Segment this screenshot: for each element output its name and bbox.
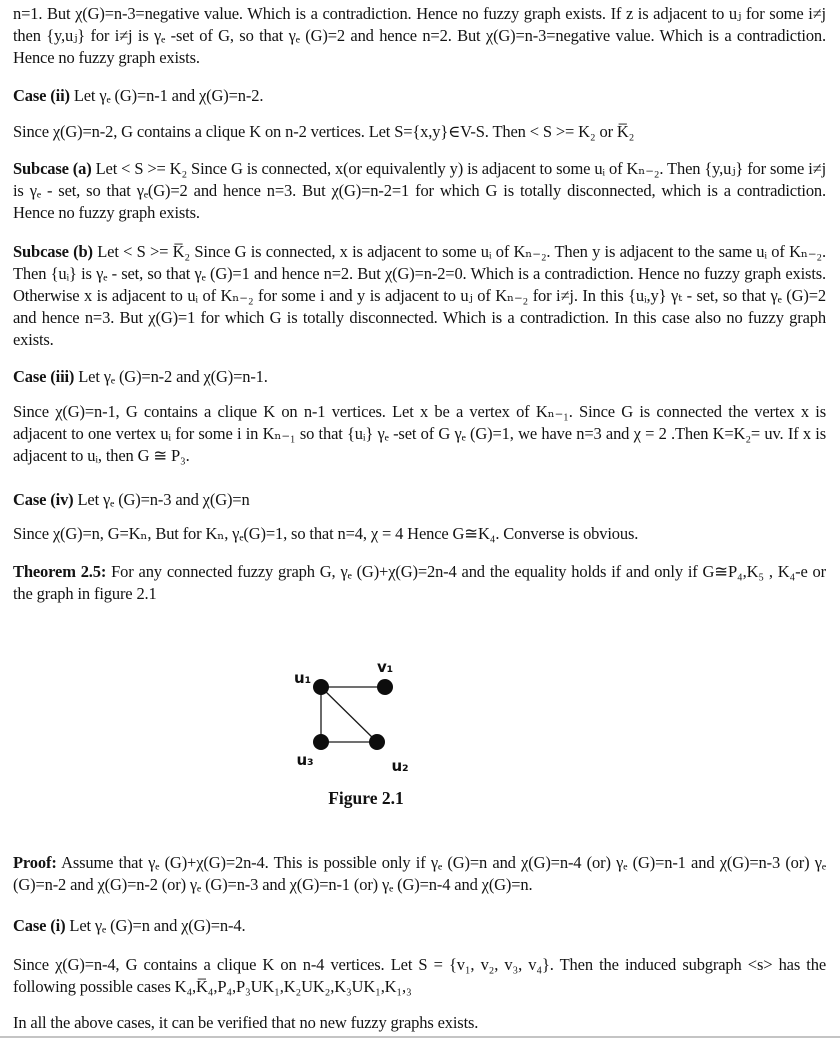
paragraph-case-continuation: n=1. But χ(G)=n-3=negative value. Which is a contradiction. Hence no fuzzy graph exists. If z is adjacent to uⱼ for some i≠j then {y,uⱼ} for i≠j is γₑ -set of G, so that γₑ (G)=2 and hence n=2. But χ(G)=n-3=negative value. Which is a contradiction. Hence no fuzzy graph exists. (13, 4, 826, 67)
vertex-u3-label: u₃ (296, 751, 314, 769)
case-iii-heading (13, 366, 826, 388)
proof-paragraph (13, 852, 826, 896)
case-iii-label: Case (iii) (13, 367, 75, 386)
case-ii-text: Let γₑ (G)=n-1 and χ(G)=n-2. (69, 86, 264, 105)
proof-label: Proof: (13, 853, 57, 872)
edge-u1-u2 (321, 687, 377, 742)
case-ii-label: Case (ii) (13, 86, 70, 105)
vertex-u2-label: u₂ (391, 757, 409, 775)
subcase-a-label: Subcase (a) (13, 159, 92, 178)
fuzzy-graph-diagram (273, 655, 459, 775)
proof-text: Assume that γₑ (G)+χ(G)=2n-4. This is possible only if γₑ (G)=n and χ(G)=n-4 (or) γₑ (G)=n-1 and χ(G)=n-3 (or) γₑ (G)=n-2 and χ(G)=n-2 (or) γₑ (G)=n-3 and χ(G)=n-1 (or) γₑ (G)=n-4 and χ(G)=n. (13, 853, 826, 894)
case-i-text: Let γₑ (G)=n and χ(G)=n-4. (65, 916, 246, 935)
paragraph-clique-n1: Since χ(G)=n-1, G contains a clique K on n-1 vertices. Let x be a vertex of Kₙ₋₁. Since G is connected the vertex x is adjacent to one vertex uᵢ for some i in Kₙ₋₁ so that {uᵢ} γₑ -set of G γₑ (G)=1, we have n=3 and χ = 2 .Then K=K₂= uv. If x is adjacent to uᵢ, then G ≅ P₃. (13, 402, 826, 465)
page-bottom-divider (0, 1036, 840, 1038)
case-iv-label: Case (iv) (13, 490, 74, 509)
case-iii-text: Let γₑ (G)=n-2 and χ(G)=n-1. (74, 367, 268, 386)
paragraph-case-iv-body: Since χ(G)=n, G=Kₙ, But for Kₙ, γₑ(G)=1, so that n=4, χ = 4 Hence G≅K₄. Converse is obvious. (13, 524, 639, 543)
paragraph-conclusion: In all the above cases, it can be verified that no new fuzzy graphs exists. (13, 1013, 479, 1032)
vertex-u1-node (313, 679, 329, 695)
subcase-a-paragraph (13, 158, 826, 224)
case-i-label: Case (i) (13, 916, 66, 935)
paragraph-clique-n2: Since χ(G)=n-2, G contains a clique K on n-2 vertices. Let S={x,y}∈V-S. Then < S >= K₂ or K̅₂ (13, 122, 635, 141)
vertex-u1-label: u₁ (294, 669, 311, 687)
case-iv-heading (13, 489, 826, 511)
figure-2-1 (273, 655, 459, 809)
figure-2-1-caption: Figure 2.1 (328, 788, 404, 808)
paragraph-clique-n4: Since χ(G)=n-4, G contains a clique K on n-4 vertices. Let S = {v₁, v₂, v₃, v₄}. Then the induced subgraph <s> has the following possible cases K₄,K̅₄,P₄,P₃UK₁,K₂UK₂,K₃UK₁,K₁,₃ (13, 955, 826, 996)
case-i-heading (13, 915, 826, 937)
theorem-2-5-text: For any connected fuzzy graph G, γₑ (G)+χ(G)=2n-4 and the equality holds if and only if G≅P₄,K₅ , K₄-e or the graph in figure 2.1 (13, 562, 826, 603)
subcase-b-text: Let < S >= K̅₂ Since G is connected, x is adjacent to some uᵢ of Kₙ₋₂. Then y is adjacent to the same uᵢ of Kₙ₋₂. Then {uᵢ} is γₑ - set, so that γₑ (G)=1 and hence n=2. But χ(G)=n-2=0. Which is a contradiction. Hence no fuzzy graph exists. Otherwise x is adjacent to uᵢ of Kₙ₋₂ for some i and y is adjacent to uⱼ of Kₙ₋₂ for i≠j. In this {uᵢ,y} γₜ - set, so that γₑ (G)=2 and hence n=3. But χ(G)=1 for which G is totally disconnected. Which is a contradiction. In this case also no fuzzy graph exists. (13, 242, 826, 349)
vertex-v1-node (377, 679, 393, 695)
vertex-u3-node (313, 734, 329, 750)
subcase-b-label: Subcase (b) (13, 242, 93, 261)
theorem-2-5-label: Theorem 2.5: (13, 562, 107, 581)
vertex-u2-node (369, 734, 385, 750)
subcase-b-paragraph (13, 241, 826, 351)
theorem-2-5-paragraph (13, 561, 826, 605)
subcase-a-text: Let < S >= K₂ Since G is connected, x(or equivalently y) is adjacent to some uᵢ of Kₙ₋₂. Then {y,uⱼ} for some i≠j is γₑ - set, so that γₑ(G)=2 and hence n=3. But χ(G)=n-2=1 for which G is totally disconnected, which is a contradiction. Hence no fuzzy graph exists. (13, 159, 827, 222)
case-ii-heading (13, 85, 826, 107)
vertex-v1-label: v₁ (376, 658, 394, 676)
case-iv-text: Let γₑ (G)=n-3 and χ(G)=n (73, 490, 250, 509)
